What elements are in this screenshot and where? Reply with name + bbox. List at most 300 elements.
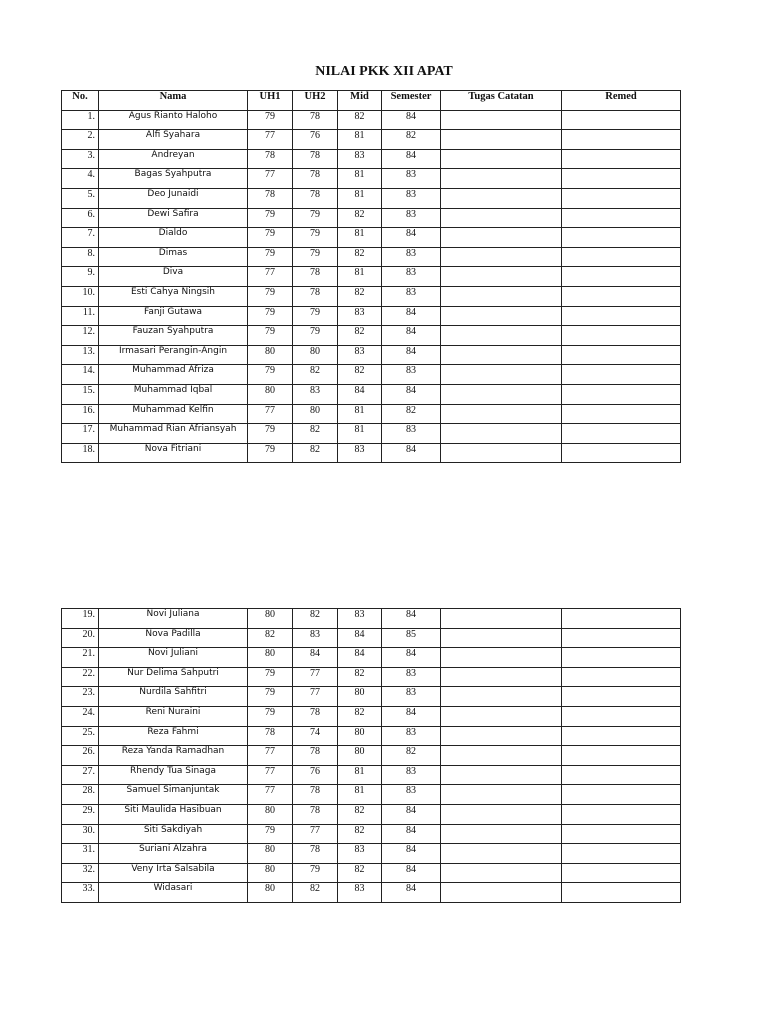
row-number: 5. [62, 188, 99, 208]
score-uh2: 76 [293, 130, 338, 150]
score-mid: 84 [338, 384, 382, 404]
student-name: Agus Rianto Haloho [99, 110, 248, 130]
table-row [62, 746, 681, 766]
score-uh2: 78 [293, 706, 338, 726]
row-number: 12. [62, 326, 99, 346]
row-number: 2. [62, 130, 99, 150]
score-uh1: 77 [248, 404, 293, 424]
tugas-catatan-cell [441, 628, 562, 648]
score-uh1: 80 [248, 844, 293, 864]
tugas-catatan-cell [441, 306, 562, 326]
score-mid: 83 [338, 883, 382, 903]
row-number: 26. [62, 746, 99, 766]
score-uh2: 79 [293, 306, 338, 326]
score-uh2: 78 [293, 149, 338, 169]
row-number: 1. [62, 110, 99, 130]
score-mid: 83 [338, 609, 382, 629]
header-nama: Nama [99, 91, 248, 111]
score-semester: 83 [382, 687, 441, 707]
row-number: 14. [62, 365, 99, 385]
score-semester: 84 [382, 110, 441, 130]
row-number: 9. [62, 267, 99, 287]
remed-cell [562, 883, 681, 903]
student-name: Muhammad Kelfin [99, 404, 248, 424]
table-row [62, 208, 681, 228]
score-semester: 83 [382, 785, 441, 805]
score-uh2: 82 [293, 365, 338, 385]
score-uh2: 78 [293, 746, 338, 766]
table-row [62, 247, 681, 267]
remed-cell [562, 306, 681, 326]
score-uh1: 77 [248, 746, 293, 766]
row-number: 17. [62, 424, 99, 444]
student-name: Reza Fahmi [99, 726, 248, 746]
score-uh2: 83 [293, 384, 338, 404]
row-number: 6. [62, 208, 99, 228]
header-tugas-catatan: Tugas Catatan [441, 91, 562, 111]
table-row [62, 667, 681, 687]
score-mid: 82 [338, 247, 382, 267]
score-semester: 82 [382, 746, 441, 766]
remed-cell [562, 648, 681, 668]
tugas-catatan-cell [441, 883, 562, 903]
tugas-catatan-cell [441, 726, 562, 746]
score-mid: 81 [338, 424, 382, 444]
table-row [62, 384, 681, 404]
tugas-catatan-cell [441, 687, 562, 707]
student-name: Nur Delima Sahputri [99, 667, 248, 687]
score-semester: 84 [382, 804, 441, 824]
table-row [62, 628, 681, 648]
score-uh2: 78 [293, 110, 338, 130]
score-uh1: 78 [248, 149, 293, 169]
student-name: Irmasari Perangin-Angin [99, 345, 248, 365]
row-number: 22. [62, 667, 99, 687]
header-mid: Mid [338, 91, 382, 111]
remed-cell [562, 687, 681, 707]
remed-cell [562, 169, 681, 189]
row-number: 7. [62, 228, 99, 248]
score-uh2: 79 [293, 247, 338, 267]
student-name: Fauzan Syahputra [99, 326, 248, 346]
score-uh2: 82 [293, 883, 338, 903]
student-name: Fanji Gutawa [99, 306, 248, 326]
score-uh2: 79 [293, 228, 338, 248]
student-name: Widasari [99, 883, 248, 903]
score-mid: 81 [338, 228, 382, 248]
score-semester: 84 [382, 648, 441, 668]
row-number: 23. [62, 687, 99, 707]
student-name: Muhammad Iqbal [99, 384, 248, 404]
row-number: 11. [62, 306, 99, 326]
score-uh2: 77 [293, 667, 338, 687]
table-row [62, 424, 681, 444]
tugas-catatan-cell [441, 824, 562, 844]
table-row [62, 609, 681, 629]
score-semester: 83 [382, 667, 441, 687]
score-mid: 82 [338, 667, 382, 687]
table-row [62, 306, 681, 326]
score-mid: 81 [338, 785, 382, 805]
row-number: 31. [62, 844, 99, 864]
score-mid: 83 [338, 306, 382, 326]
score-uh2: 74 [293, 726, 338, 746]
score-mid: 82 [338, 824, 382, 844]
score-semester: 84 [382, 443, 441, 463]
score-uh2: 78 [293, 188, 338, 208]
table-row [62, 824, 681, 844]
remed-cell [562, 267, 681, 287]
score-uh2: 82 [293, 443, 338, 463]
score-uh2: 79 [293, 863, 338, 883]
score-uh1: 80 [248, 804, 293, 824]
header-uh1: UH1 [248, 91, 293, 111]
remed-cell [562, 326, 681, 346]
student-name: Muhammad Rian Afriansyah [99, 424, 248, 444]
score-uh1: 79 [248, 110, 293, 130]
tugas-catatan-cell [441, 228, 562, 248]
header-semester: Semester [382, 91, 441, 111]
student-name: Bagas Syahputra [99, 169, 248, 189]
tugas-catatan-cell [441, 804, 562, 824]
student-name: Andreyan [99, 149, 248, 169]
student-name: Deo Junaidi [99, 188, 248, 208]
table-row [62, 765, 681, 785]
score-semester: 84 [382, 228, 441, 248]
score-semester: 83 [382, 286, 441, 306]
row-number: 3. [62, 149, 99, 169]
remed-cell [562, 247, 681, 267]
row-number: 13. [62, 345, 99, 365]
student-name: Dialdo [99, 228, 248, 248]
score-mid: 81 [338, 267, 382, 287]
table-row [62, 863, 681, 883]
score-mid: 82 [338, 110, 382, 130]
score-mid: 80 [338, 687, 382, 707]
score-semester: 84 [382, 844, 441, 864]
row-number: 32. [62, 863, 99, 883]
row-number: 18. [62, 443, 99, 463]
score-uh1: 77 [248, 169, 293, 189]
tugas-catatan-cell [441, 443, 562, 463]
score-semester: 84 [382, 345, 441, 365]
tugas-catatan-cell [441, 863, 562, 883]
remed-cell [562, 384, 681, 404]
header-uh2: UH2 [293, 91, 338, 111]
score-semester: 83 [382, 188, 441, 208]
score-semester: 85 [382, 628, 441, 648]
score-uh1: 80 [248, 609, 293, 629]
score-mid: 81 [338, 765, 382, 785]
remed-cell [562, 628, 681, 648]
score-uh1: 79 [248, 667, 293, 687]
score-semester: 83 [382, 208, 441, 228]
tugas-catatan-cell [441, 706, 562, 726]
remed-cell [562, 286, 681, 306]
score-semester: 84 [382, 306, 441, 326]
student-name: Muhammad Afriza [99, 365, 248, 385]
student-name: Rhendy Tua Sinaga [99, 765, 248, 785]
score-uh1: 79 [248, 687, 293, 707]
student-name: Dimas [99, 247, 248, 267]
score-uh1: 82 [248, 628, 293, 648]
table-row [62, 404, 681, 424]
remed-cell [562, 765, 681, 785]
score-uh1: 80 [248, 883, 293, 903]
student-name: Alfi Syahara [99, 130, 248, 150]
table-row [62, 345, 681, 365]
score-semester: 83 [382, 169, 441, 189]
score-uh2: 78 [293, 785, 338, 805]
score-mid: 82 [338, 286, 382, 306]
score-mid: 84 [338, 628, 382, 648]
row-number: 16. [62, 404, 99, 424]
tugas-catatan-cell [441, 345, 562, 365]
score-uh1: 79 [248, 706, 293, 726]
score-uh2: 84 [293, 648, 338, 668]
score-uh1: 79 [248, 443, 293, 463]
row-number: 15. [62, 384, 99, 404]
header-remed: Remed [562, 91, 681, 111]
row-number: 28. [62, 785, 99, 805]
tugas-catatan-cell [441, 785, 562, 805]
remed-cell [562, 443, 681, 463]
tugas-catatan-cell [441, 765, 562, 785]
row-number: 10. [62, 286, 99, 306]
grades-table-part-1 [61, 90, 681, 463]
score-uh2: 79 [293, 326, 338, 346]
row-number: 19. [62, 609, 99, 629]
score-uh1: 79 [248, 228, 293, 248]
tugas-catatan-cell [441, 247, 562, 267]
table-row [62, 785, 681, 805]
remed-cell [562, 706, 681, 726]
student-name: Siti Maulida Hasibuan [99, 804, 248, 824]
student-name: Novi Juliana [99, 609, 248, 629]
remed-cell [562, 726, 681, 746]
score-uh2: 78 [293, 286, 338, 306]
remed-cell [562, 424, 681, 444]
remed-cell [562, 804, 681, 824]
table-row [62, 443, 681, 463]
row-number: 29. [62, 804, 99, 824]
table-row [62, 286, 681, 306]
score-mid: 82 [338, 863, 382, 883]
remed-cell [562, 188, 681, 208]
row-number: 33. [62, 883, 99, 903]
tugas-catatan-cell [441, 609, 562, 629]
table-header-row [62, 91, 681, 111]
student-name: Nurdila Sahfitri [99, 687, 248, 707]
remed-cell [562, 609, 681, 629]
row-number: 27. [62, 765, 99, 785]
tugas-catatan-cell [441, 208, 562, 228]
remed-cell [562, 228, 681, 248]
score-uh1: 79 [248, 247, 293, 267]
remed-cell [562, 404, 681, 424]
score-uh2: 83 [293, 628, 338, 648]
score-semester: 83 [382, 267, 441, 287]
row-number: 25. [62, 726, 99, 746]
score-uh1: 80 [248, 384, 293, 404]
row-number: 30. [62, 824, 99, 844]
score-uh1: 79 [248, 365, 293, 385]
table-row [62, 130, 681, 150]
student-name: Diva [99, 267, 248, 287]
table-row [62, 267, 681, 287]
tugas-catatan-cell [441, 188, 562, 208]
student-name: Dewi Safira [99, 208, 248, 228]
score-uh2: 78 [293, 267, 338, 287]
remed-cell [562, 746, 681, 766]
score-mid: 82 [338, 365, 382, 385]
remed-cell [562, 110, 681, 130]
score-mid: 81 [338, 188, 382, 208]
score-uh2: 82 [293, 424, 338, 444]
student-name: Nova Padilla [99, 628, 248, 648]
score-uh2: 78 [293, 169, 338, 189]
remed-cell [562, 130, 681, 150]
tugas-catatan-cell [441, 130, 562, 150]
score-uh1: 80 [248, 648, 293, 668]
score-mid: 82 [338, 804, 382, 824]
header-no: No. [62, 91, 99, 111]
score-semester: 82 [382, 404, 441, 424]
score-semester: 83 [382, 365, 441, 385]
student-name: Esti Cahya Ningsih [99, 286, 248, 306]
student-name: Reni Nuraini [99, 706, 248, 726]
tugas-catatan-cell [441, 844, 562, 864]
score-semester: 84 [382, 824, 441, 844]
table-row [62, 687, 681, 707]
score-mid: 82 [338, 208, 382, 228]
score-mid: 83 [338, 844, 382, 864]
row-number: 8. [62, 247, 99, 267]
row-number: 21. [62, 648, 99, 668]
tugas-catatan-cell [441, 169, 562, 189]
row-number: 24. [62, 706, 99, 726]
remed-cell [562, 149, 681, 169]
score-uh2: 80 [293, 404, 338, 424]
table-row [62, 726, 681, 746]
remed-cell [562, 345, 681, 365]
student-name: Veny Irta Salsabila [99, 863, 248, 883]
score-mid: 82 [338, 326, 382, 346]
score-semester: 82 [382, 130, 441, 150]
score-mid: 84 [338, 648, 382, 668]
score-uh1: 78 [248, 726, 293, 746]
score-mid: 80 [338, 746, 382, 766]
remed-cell [562, 365, 681, 385]
student-name: Suriani Alzahra [99, 844, 248, 864]
student-name: Novi Juliani [99, 648, 248, 668]
grades-table-part-2 [61, 608, 681, 903]
table-row [62, 804, 681, 824]
score-semester: 84 [382, 326, 441, 346]
remed-cell [562, 824, 681, 844]
row-number: 4. [62, 169, 99, 189]
score-semester: 84 [382, 706, 441, 726]
table-row [62, 326, 681, 346]
score-uh1: 79 [248, 326, 293, 346]
score-mid: 83 [338, 149, 382, 169]
score-semester: 83 [382, 765, 441, 785]
table-row [62, 648, 681, 668]
tugas-catatan-cell [441, 365, 562, 385]
score-mid: 83 [338, 443, 382, 463]
score-uh2: 77 [293, 824, 338, 844]
tugas-catatan-cell [441, 384, 562, 404]
tugas-catatan-cell [441, 404, 562, 424]
student-name: Nova Fitriani [99, 443, 248, 463]
page-title: NILAI PKK XII APAT [315, 64, 453, 79]
score-semester: 84 [382, 863, 441, 883]
score-uh2: 78 [293, 844, 338, 864]
score-uh2: 79 [293, 208, 338, 228]
score-semester: 84 [382, 609, 441, 629]
tugas-catatan-cell [441, 424, 562, 444]
table-row [62, 188, 681, 208]
score-uh1: 80 [248, 863, 293, 883]
score-semester: 83 [382, 726, 441, 746]
tugas-catatan-cell [441, 286, 562, 306]
score-uh1: 77 [248, 267, 293, 287]
table-row [62, 149, 681, 169]
score-semester: 84 [382, 149, 441, 169]
score-uh2: 80 [293, 345, 338, 365]
remed-cell [562, 785, 681, 805]
tugas-catatan-cell [441, 326, 562, 346]
score-uh1: 78 [248, 188, 293, 208]
score-semester: 84 [382, 883, 441, 903]
table-row [62, 110, 681, 130]
tugas-catatan-cell [441, 667, 562, 687]
student-name: Reza Yanda Ramadhan [99, 746, 248, 766]
tugas-catatan-cell [441, 746, 562, 766]
tugas-catatan-cell [441, 648, 562, 668]
tugas-catatan-cell [441, 149, 562, 169]
score-mid: 82 [338, 706, 382, 726]
score-uh1: 77 [248, 785, 293, 805]
score-mid: 81 [338, 169, 382, 189]
table-row [62, 228, 681, 248]
score-uh2: 77 [293, 687, 338, 707]
score-uh1: 77 [248, 130, 293, 150]
score-semester: 84 [382, 384, 441, 404]
score-uh1: 79 [248, 824, 293, 844]
remed-cell [562, 208, 681, 228]
table-row [62, 365, 681, 385]
score-semester: 83 [382, 247, 441, 267]
row-number: 20. [62, 628, 99, 648]
table-row [62, 706, 681, 726]
score-uh1: 79 [248, 306, 293, 326]
table-row [62, 169, 681, 189]
remed-cell [562, 844, 681, 864]
remed-cell [562, 667, 681, 687]
score-uh1: 79 [248, 208, 293, 228]
score-mid: 80 [338, 726, 382, 746]
remed-cell [562, 863, 681, 883]
score-uh1: 79 [248, 286, 293, 306]
score-uh1: 77 [248, 765, 293, 785]
score-uh1: 80 [248, 345, 293, 365]
score-semester: 83 [382, 424, 441, 444]
student-name: Siti Sakdiyah [99, 824, 248, 844]
score-uh2: 76 [293, 765, 338, 785]
student-name: Samuel Simanjuntak [99, 785, 248, 805]
table-row [62, 883, 681, 903]
